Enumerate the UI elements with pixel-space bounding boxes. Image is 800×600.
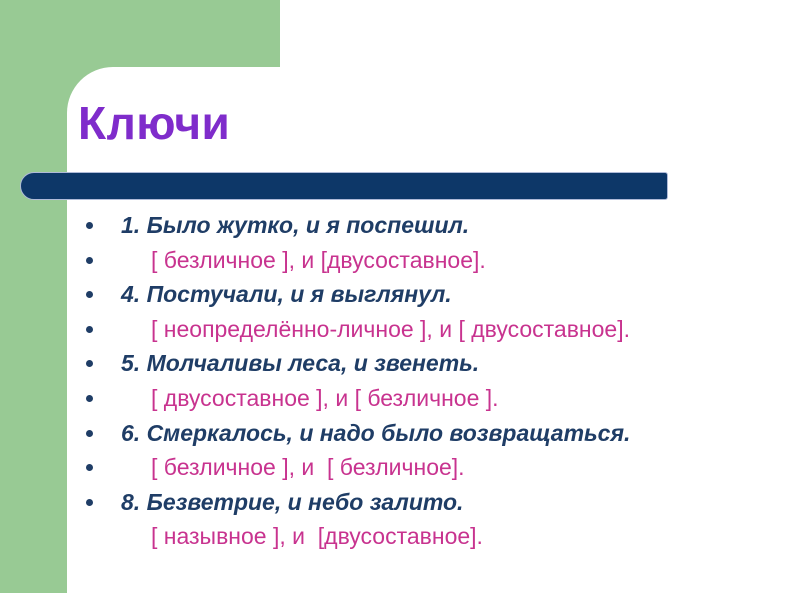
list-item-text: [ двусоставное ], и [ безличное ]. <box>151 384 499 411</box>
list-item <box>0 519 800 554</box>
list-item-text: [ неопределённо-личное ], и [ двусоставное]. <box>151 315 631 342</box>
page-title: Ключи <box>78 97 231 149</box>
bullet-icon <box>86 326 93 333</box>
list-item-text: 4. Постучали, и я выглянул. <box>121 281 452 308</box>
bullet-icon <box>86 360 93 367</box>
list-item-text: 8. Безветрие, и небо залито. <box>121 488 464 515</box>
list-item <box>0 208 800 243</box>
list-item <box>0 243 800 278</box>
bullet-icon <box>86 430 93 437</box>
list-item-text: [ безличное ], и [ безличное]. <box>151 454 465 481</box>
list-item <box>0 346 800 381</box>
list-item <box>0 312 800 347</box>
answer-list <box>0 208 800 554</box>
list-item-text: 1. Было жутко, и я поспешил. <box>121 212 470 238</box>
title-underline-bar <box>20 172 668 200</box>
bullet-icon <box>86 499 93 506</box>
list-item <box>0 485 800 520</box>
list-item <box>0 381 800 416</box>
bullet-icon <box>86 222 93 229</box>
list-item-text: [ назывное ], и [двусоставное]. <box>151 523 483 550</box>
bullet-icon <box>86 395 93 402</box>
list-item <box>0 416 800 451</box>
list-item-text: 5. Молчаливы леса, и звенеть. <box>121 350 480 377</box>
list-item <box>0 450 800 485</box>
bullet-icon <box>86 464 93 471</box>
bullet-icon <box>86 291 93 298</box>
list-item-text: [ безличное ], и [двусоставное]. <box>151 246 486 273</box>
list-item <box>0 277 800 312</box>
bullet-icon <box>86 257 93 264</box>
list-item-text: 6. Смеркалось, и надо было возвращаться. <box>121 419 631 446</box>
